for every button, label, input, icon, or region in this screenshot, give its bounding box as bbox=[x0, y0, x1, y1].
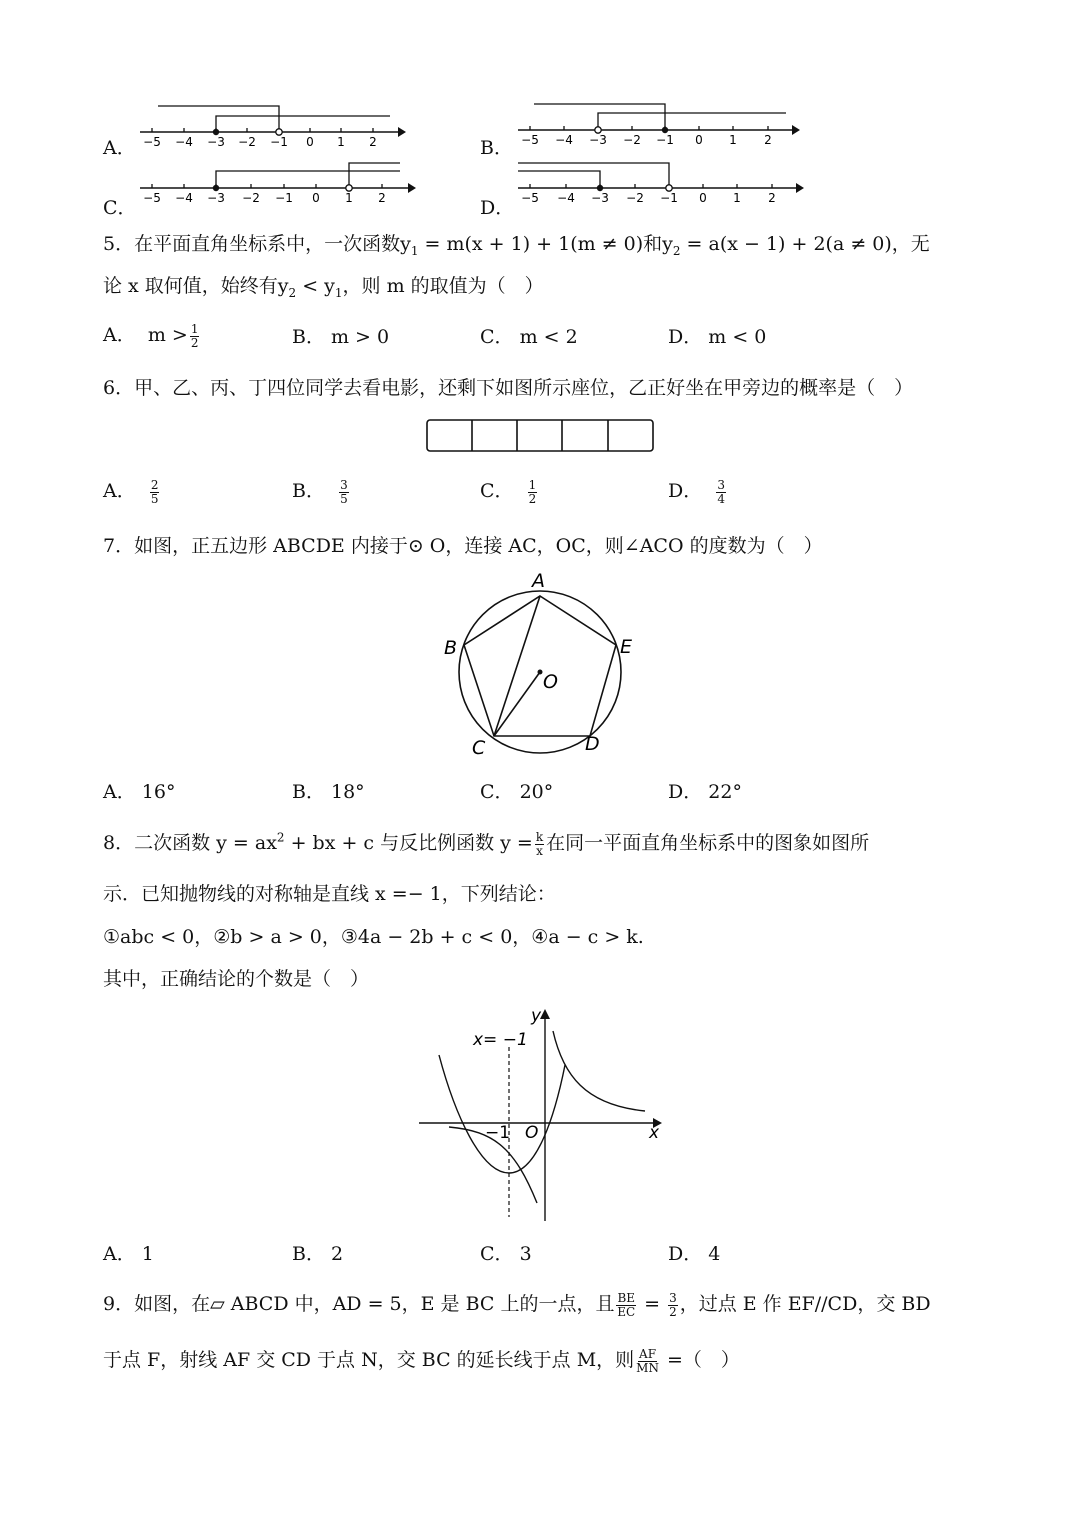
q5-line-1 bbox=[103, 229, 930, 258]
tick-label: −3 bbox=[207, 135, 225, 149]
q5-option-a bbox=[103, 320, 201, 350]
symmetry-axis-label: x= −1 bbox=[473, 1030, 528, 1050]
q5-text: = m(x + 1) + 1(m ≠ 0)和y bbox=[418, 233, 673, 255]
tick-label: −2 bbox=[242, 191, 260, 205]
option-label: A． bbox=[103, 137, 136, 159]
tick-label: 0 bbox=[695, 133, 703, 147]
number-line-a bbox=[140, 100, 450, 150]
q5-text: 论 x 取何值，始终有y bbox=[103, 275, 289, 297]
denominator: 2 bbox=[528, 491, 537, 506]
tick-label: 1 bbox=[337, 135, 345, 149]
denominator: 5 bbox=[340, 491, 348, 506]
option-label: B． bbox=[292, 480, 325, 502]
number-line-c bbox=[140, 156, 450, 206]
tick-label: −4 bbox=[555, 133, 573, 147]
q5-text: ，则 m 的取值为（ ） bbox=[342, 275, 544, 297]
q7-option-c: C． 20° bbox=[480, 781, 554, 803]
tick-label: −4 bbox=[175, 135, 193, 149]
q5-text: = a(x − 1) + 2(a ≠ 0)，无 bbox=[680, 233, 930, 255]
numerator: 1 bbox=[190, 321, 199, 336]
tick-label: −5 bbox=[143, 135, 161, 149]
fraction bbox=[528, 479, 538, 506]
fraction bbox=[616, 1292, 636, 1319]
q9-text: 9．如图，在▱ ABCD 中，AD = 5，E 是 BC 上的一点，且 bbox=[103, 1293, 615, 1315]
tick-label: 0 bbox=[312, 191, 320, 205]
superscript: 2 bbox=[276, 830, 285, 845]
tick-label: −4 bbox=[175, 191, 193, 205]
number-line-b bbox=[518, 98, 828, 148]
numerator: 3 bbox=[340, 477, 348, 492]
fraction bbox=[190, 323, 200, 350]
option-label: C． bbox=[480, 480, 514, 502]
fraction bbox=[636, 1348, 659, 1375]
option-label: A． bbox=[103, 324, 136, 346]
numerator: 3 bbox=[669, 1290, 677, 1305]
tick-label: −3 bbox=[589, 133, 607, 147]
tick-label: 0 bbox=[699, 191, 707, 205]
tick-label: 2 bbox=[378, 191, 386, 205]
tick-label: −3 bbox=[591, 191, 609, 205]
q9-line-1 bbox=[103, 1289, 931, 1319]
q9-text: 于点 F，射线 AF 交 CD 于点 N，交 BC 的延长线于点 M，则 bbox=[103, 1349, 635, 1371]
numerator: 2 bbox=[150, 477, 159, 492]
subscript: 2 bbox=[672, 243, 681, 258]
fraction bbox=[339, 479, 349, 506]
numerator: 3 bbox=[717, 477, 725, 492]
tick-label: −2 bbox=[238, 135, 256, 149]
vertex-label-d: D bbox=[585, 733, 600, 755]
denominator: 4 bbox=[717, 491, 725, 506]
tick-label: −3 bbox=[207, 191, 225, 205]
pentagon-circle-figure bbox=[440, 568, 640, 758]
q5-text: 5．在平面直角坐标系中，一次函数y bbox=[103, 233, 411, 255]
q8-text: + bx + c 与反比例函数 y = bbox=[284, 832, 533, 854]
q8-option-b: B． 2 bbox=[292, 1243, 344, 1265]
q6-option-d bbox=[668, 476, 728, 506]
numerator: AF bbox=[639, 1346, 657, 1361]
denominator: EC bbox=[617, 1304, 636, 1319]
tick-label: −2 bbox=[626, 191, 644, 205]
tick-label: 1 bbox=[729, 133, 737, 147]
subscript: 1 bbox=[410, 243, 419, 258]
option-label: D． bbox=[668, 480, 703, 502]
vertex-label-a: A bbox=[532, 570, 545, 592]
q5-option-d: D． m < 0 bbox=[668, 326, 767, 348]
tick-label: −4 bbox=[557, 191, 575, 205]
numerator: 1 bbox=[528, 477, 537, 492]
seat-row-figure bbox=[425, 418, 657, 454]
x-axis-label: x bbox=[649, 1123, 660, 1143]
denominator: 2 bbox=[669, 1304, 677, 1319]
fraction bbox=[535, 831, 544, 858]
q7-option-b: B． 18° bbox=[292, 781, 365, 803]
q8-text: 在同一平面直角坐标系中的图象如图所 bbox=[546, 832, 870, 854]
q8-option-c: C． 3 bbox=[480, 1243, 532, 1265]
q8-line-2: 示．已知抛物线的对称轴是直线 x =− 1，下列结论： bbox=[103, 883, 556, 905]
tick-label: −1 bbox=[275, 191, 293, 205]
subscript: 2 bbox=[288, 285, 297, 300]
tick-label: −5 bbox=[521, 133, 539, 147]
option-label: B． bbox=[480, 137, 513, 159]
q8-option-a: A． 1 bbox=[103, 1243, 154, 1265]
vertex-label-e: E bbox=[620, 636, 633, 658]
q6-option-c bbox=[480, 476, 539, 506]
q7-option-d: D． 22° bbox=[668, 781, 742, 803]
fraction bbox=[150, 479, 160, 506]
center-label-o: O bbox=[543, 671, 558, 693]
tick-label: 0 bbox=[306, 135, 314, 149]
function-graph-figure bbox=[415, 1005, 675, 1225]
tick-label: 1 bbox=[733, 191, 741, 205]
tick-label: −1 bbox=[485, 1123, 511, 1143]
q7-option-a: A． 16° bbox=[103, 781, 176, 803]
tick-label: 2 bbox=[764, 133, 772, 147]
q8-option-d: D． 4 bbox=[668, 1243, 721, 1265]
q6-option-b bbox=[292, 476, 351, 506]
option-label: A． bbox=[103, 480, 136, 502]
denominator: x bbox=[536, 843, 543, 858]
tick-label: −1 bbox=[270, 135, 288, 149]
tick-label: −1 bbox=[660, 191, 678, 205]
origin-label: O bbox=[525, 1123, 539, 1143]
q9-text: =（ ） bbox=[660, 1349, 740, 1371]
q8-text: 8．二次函数 y = ax bbox=[103, 832, 277, 854]
numerator: k bbox=[535, 829, 544, 844]
q9-text: ，过点 E 作 EF//CD，交 BD bbox=[679, 1293, 931, 1315]
q6-option-a bbox=[103, 476, 161, 506]
q8-line-3: ①abc < 0，②b > a > 0，③4a − 2b + c < 0，④a − c > k. bbox=[103, 926, 644, 948]
y-axis-label: y bbox=[531, 1006, 542, 1026]
q8-line-1 bbox=[103, 828, 869, 858]
tick-label: 2 bbox=[369, 135, 377, 149]
denominator: MN bbox=[636, 1360, 659, 1375]
option-text: m > bbox=[147, 324, 188, 346]
q5-option-b: B． m > 0 bbox=[292, 326, 390, 348]
tick-label: 2 bbox=[768, 191, 776, 205]
fraction bbox=[716, 479, 726, 506]
denominator: 5 bbox=[150, 491, 159, 506]
denominator: 2 bbox=[190, 335, 199, 350]
tick-label: −5 bbox=[521, 191, 539, 205]
q9-line-2 bbox=[103, 1345, 740, 1375]
tick-label: −1 bbox=[656, 133, 674, 147]
option-label: D． bbox=[480, 197, 515, 219]
q5-text: < y bbox=[296, 275, 335, 297]
q9-text: = bbox=[638, 1293, 667, 1315]
tick-label: 1 bbox=[345, 191, 353, 205]
option-label: C． bbox=[103, 197, 137, 219]
q7-stem: 7．如图，正五边形 ABCDE 内接于⊙ O，连接 AC，OC，则∠ACO 的度数为（ ） bbox=[103, 535, 823, 557]
vertex-label-b: B bbox=[444, 637, 458, 659]
q5-option-c: C． m < 2 bbox=[480, 326, 578, 348]
fraction bbox=[668, 1292, 678, 1319]
numerator: BE bbox=[617, 1290, 636, 1305]
subscript: 1 bbox=[334, 285, 343, 300]
tick-label: −2 bbox=[623, 133, 641, 147]
number-line-d bbox=[518, 156, 828, 206]
q6-stem: 6．甲、乙、丙、丁四位同学去看电影，还剩下如图所示座位，乙正好坐在甲旁边的概率是（ ） bbox=[103, 377, 914, 399]
q8-line-4: 其中，正确结论的个数是（ ） bbox=[103, 968, 370, 990]
q5-line-2 bbox=[103, 271, 544, 300]
vertex-label-c: C bbox=[472, 737, 486, 759]
tick-label: −5 bbox=[143, 191, 161, 205]
